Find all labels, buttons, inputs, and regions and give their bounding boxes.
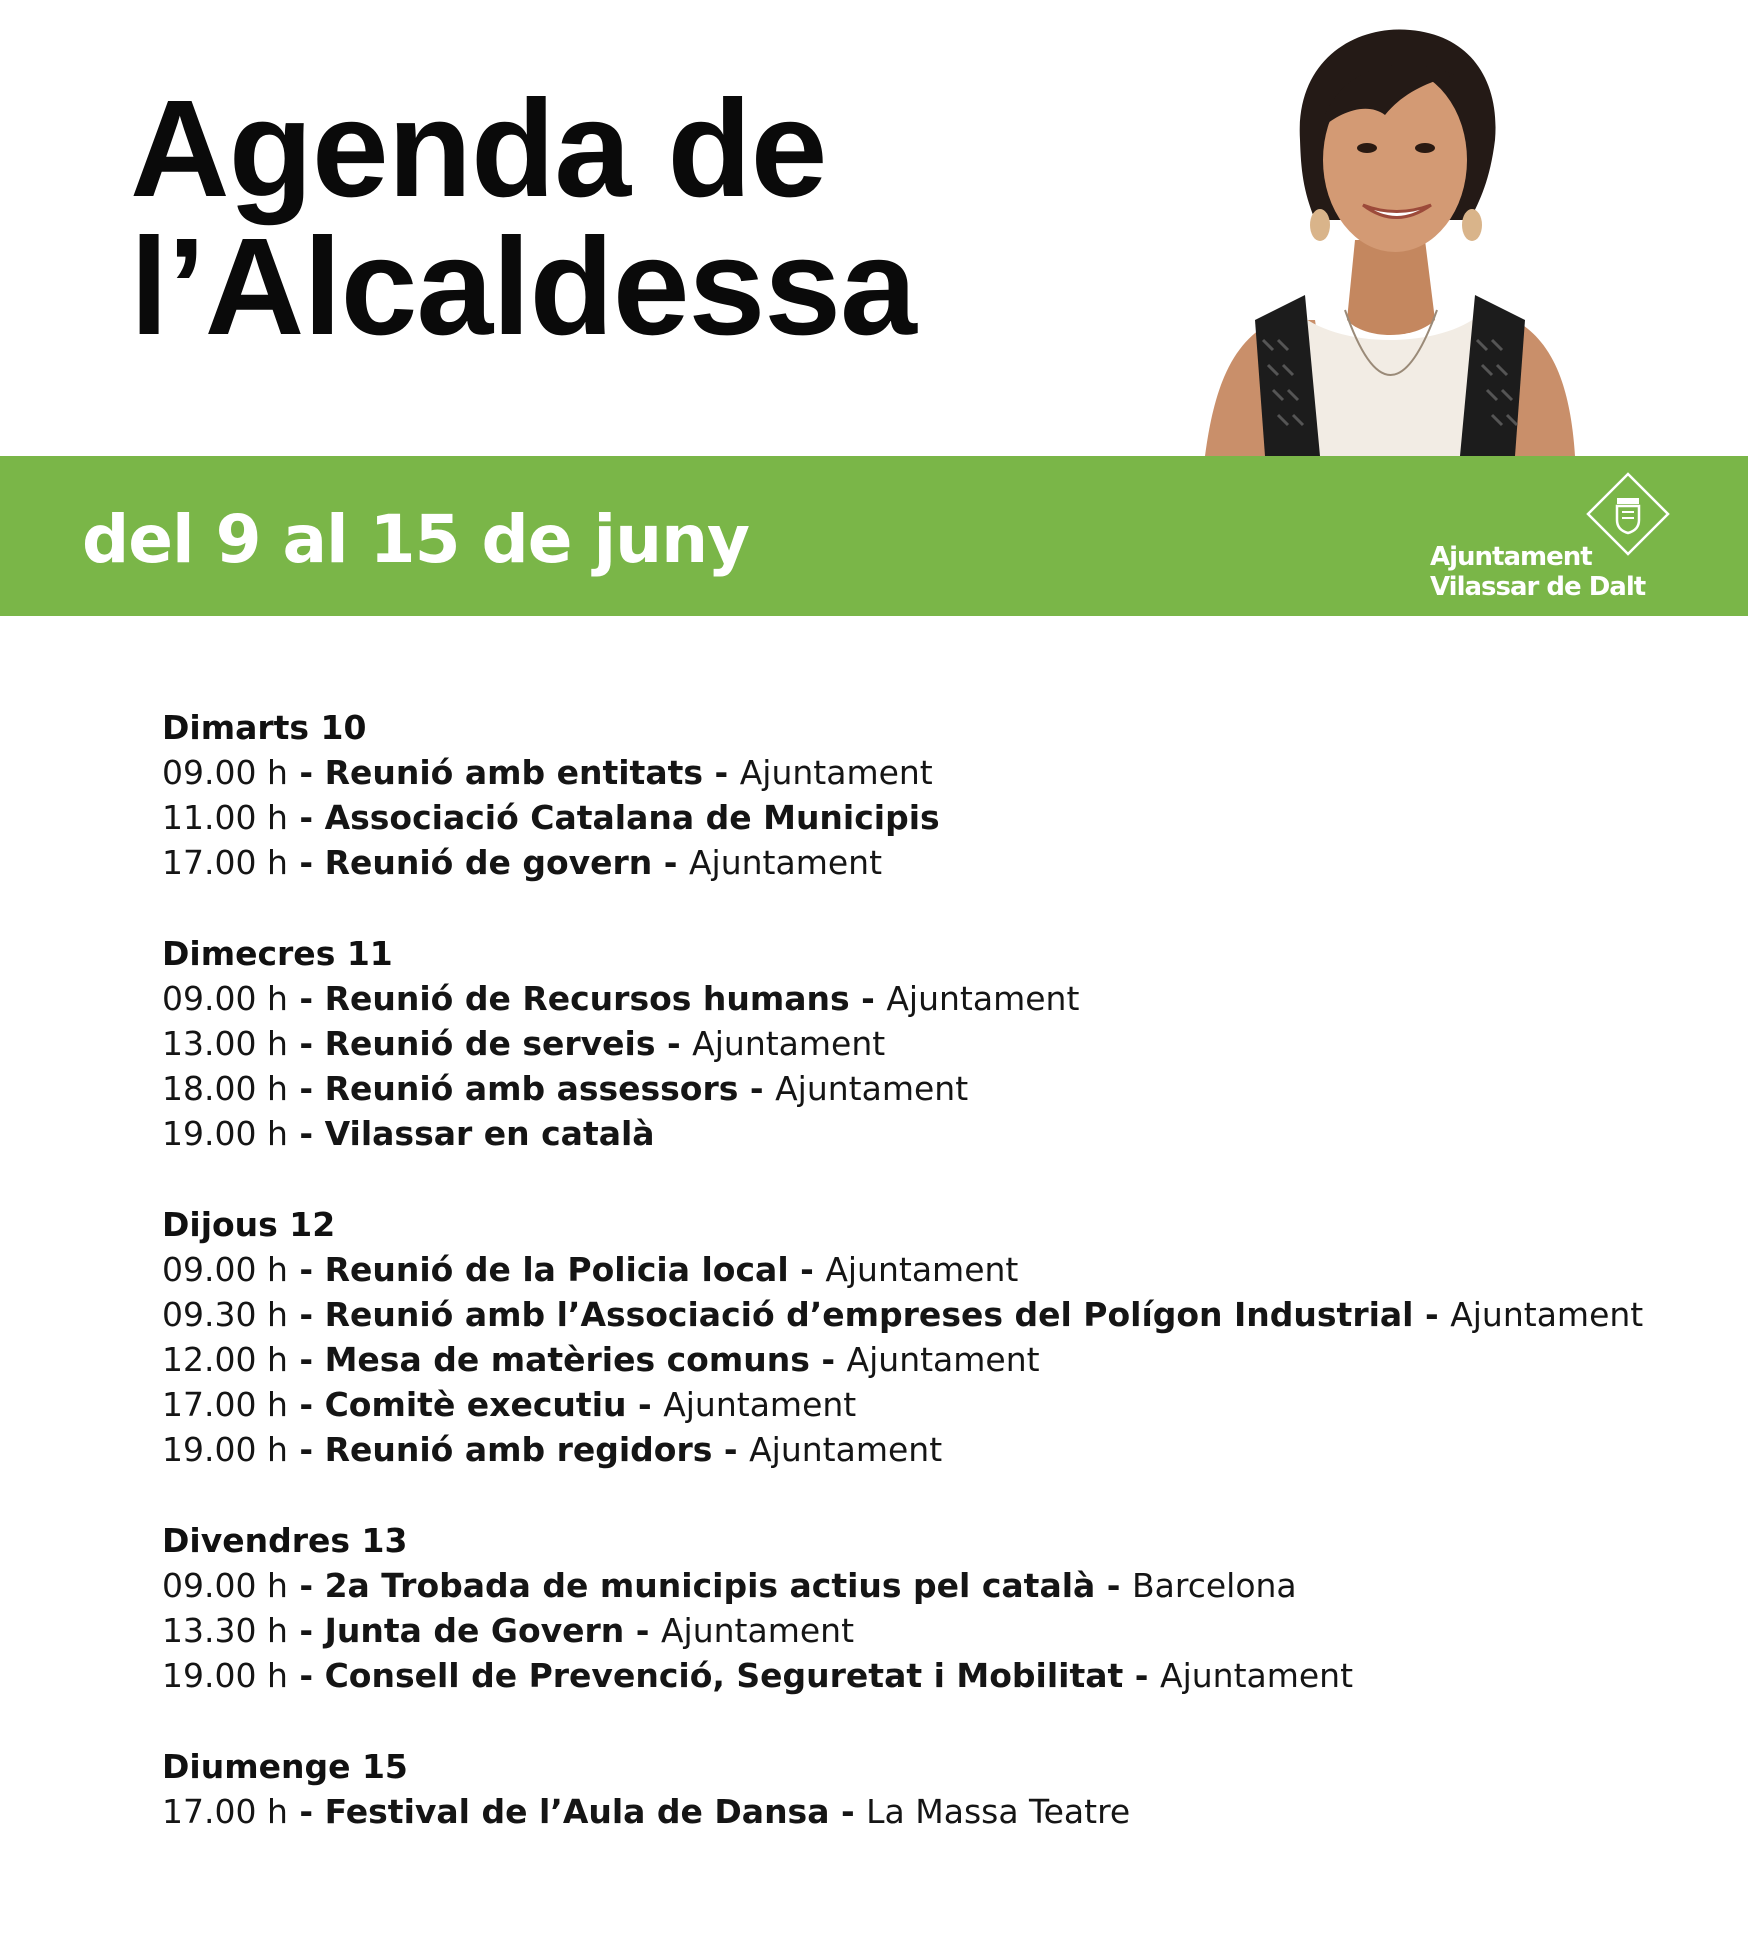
event-separator: - [1413,1295,1451,1334]
event-time: 13.30 h [162,1611,288,1650]
event-time: 19.00 h [162,1430,288,1469]
event-title: Reunió amb entitats [324,753,704,792]
event-time: 17.00 h [162,843,288,882]
event-time: 18.00 h [162,1069,288,1108]
event-time: 17.00 h [162,1385,288,1424]
event-time: 13.00 h [162,1024,288,1063]
event-separator: - [287,1250,325,1289]
event-separator: - [287,1792,325,1831]
day-heading: Divendres 13 [162,1521,408,1560]
mayor-portrait-image [1185,20,1595,456]
event-place: Ajuntament [886,979,1080,1018]
event-place: Ajuntament [739,753,933,792]
day-heading: Dimecres 11 [162,934,393,973]
event-separator: - [652,843,689,882]
agenda-event [162,1563,1722,1608]
agenda-day [162,1202,1722,1472]
event-place: Ajuntament [846,1340,1040,1379]
event-separator: - [809,1340,847,1379]
title-line-2: l’Alcaldessa [130,210,916,364]
event-place: Ajuntament [660,1611,855,1650]
event-separator: - [829,1792,867,1831]
day-heading: Diumenge 15 [162,1747,408,1786]
agenda-event [162,1111,1722,1156]
agenda-day [162,1518,1722,1698]
event-title: Reunió de la Policia local [324,1250,789,1289]
event-place: Ajuntament [775,1069,969,1108]
event-time: 17.00 h [162,1792,288,1831]
event-place: Ajuntament [749,1430,943,1469]
event-title: Mesa de matèries comuns [324,1340,810,1379]
event-separator: - [712,1430,750,1469]
event-title: Associació Catalana de Municipis [324,798,940,837]
agenda-day [162,931,1722,1156]
event-title: Reunió amb l’Associació d’empreses del Polígon Industrial [324,1295,1414,1334]
event-title: Reunió de Recursos humans [324,979,850,1018]
event-place: Ajuntament [663,1385,857,1424]
agenda-event [162,976,1722,1021]
ajuntament-logo [1430,472,1670,602]
agenda-event [162,1021,1722,1066]
event-separator: - [287,1566,325,1605]
event-time: 09.00 h [162,753,288,792]
event-separator: - [1095,1566,1132,1605]
event-time: 09.00 h [162,1566,288,1605]
event-time: 19.00 h [162,1656,288,1695]
agenda-event [162,1337,1722,1382]
event-separator: - [287,1611,325,1650]
event-separator: - [655,1024,693,1063]
event-title: Comitè executiu [324,1385,627,1424]
date-band [0,456,1748,616]
event-separator: - [287,1024,325,1063]
event-separator: - [287,1430,325,1469]
logo-line-1: Ajuntament [1430,542,1592,572]
event-separator: - [849,979,887,1018]
event-place: Ajuntament [825,1250,1019,1289]
event-title: Reunió de govern [324,843,653,882]
mayor-portrait [1185,20,1595,456]
event-title: Vilassar en català [324,1114,655,1153]
event-title: Reunió de serveis [324,1024,656,1063]
event-place: Ajuntament [692,1024,886,1063]
event-separator: - [287,1114,325,1153]
page-title [130,72,916,364]
event-place: Ajuntament [688,843,883,882]
agenda-event [162,1247,1722,1292]
event-separator: - [287,1385,325,1424]
agenda-event [162,840,1722,885]
event-title: Reunió amb assessors [324,1069,739,1108]
event-title: Festival de l’Aula de Dansa [324,1792,830,1831]
agenda-event [162,1653,1722,1698]
event-title: Consell de Prevenció, Seguretat i Mobilitat [324,1656,1124,1695]
agenda-event [162,1427,1722,1472]
event-separator: - [287,798,325,837]
event-time: 11.00 h [162,798,288,837]
agenda-event [162,795,1722,840]
agenda-day [162,705,1722,885]
title-line-1: Agenda de [130,72,827,226]
agenda-event [162,750,1722,795]
event-separator: - [287,1069,325,1108]
logo-text [1430,542,1645,602]
event-separator: - [287,843,325,882]
event-separator: - [703,753,740,792]
event-separator: - [788,1250,826,1289]
event-place: Ajuntament [1450,1295,1644,1334]
event-separator: - [738,1069,776,1108]
event-time: 12.00 h [162,1340,288,1379]
date-range: del 9 al 15 de juny [82,501,750,578]
event-separator: - [626,1385,664,1424]
event-title: Junta de Govern [324,1611,625,1650]
event-place: La Massa Teatre [866,1792,1131,1831]
event-separator: - [287,1656,325,1695]
agenda-list [162,705,1722,1880]
agenda-event [162,1292,1722,1337]
event-time: 09.30 h [162,1295,288,1334]
event-separator: - [1123,1656,1160,1695]
agenda-event [162,1789,1722,1834]
event-separator: - [287,1340,325,1379]
day-heading: Dimarts 10 [162,708,367,747]
event-place: Ajuntament [1160,1656,1354,1695]
event-separator: - [287,753,325,792]
agenda-event [162,1382,1722,1427]
event-separator: - [287,979,325,1018]
agenda-event [162,1066,1722,1111]
event-place: Barcelona [1132,1566,1297,1605]
event-title: Reunió amb regidors [324,1430,713,1469]
event-separator: - [624,1611,661,1650]
day-heading: Dijous 12 [162,1205,336,1244]
agenda-day [162,1744,1722,1834]
agenda-event [162,1608,1722,1653]
event-time: 09.00 h [162,979,288,1018]
event-time: 09.00 h [162,1250,288,1289]
logo-line-2: Vilassar de Dalt [1430,572,1646,602]
event-time: 19.00 h [162,1114,288,1153]
event-title: 2a Trobada de municipis actius pel català [324,1566,1096,1605]
event-separator: - [287,1295,325,1334]
